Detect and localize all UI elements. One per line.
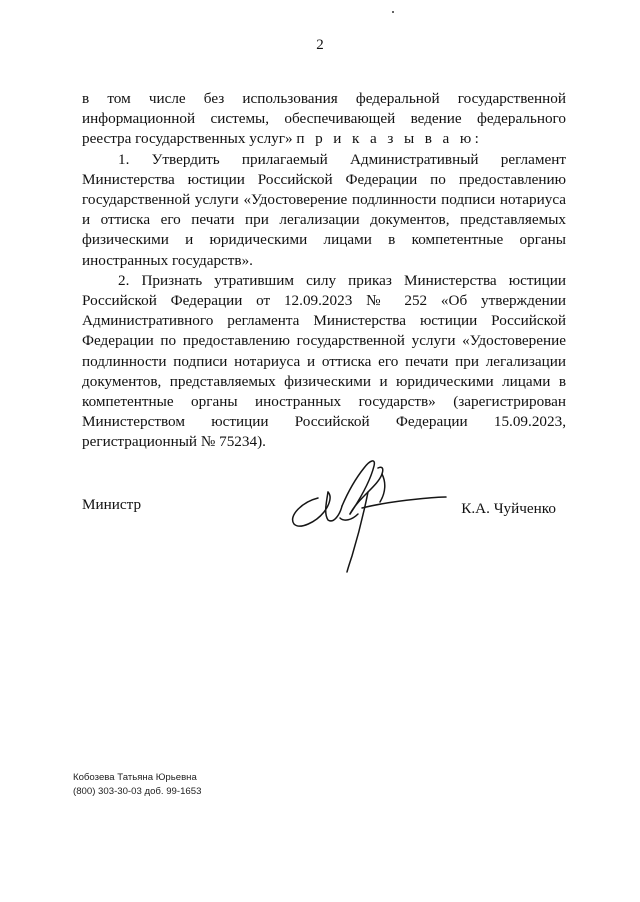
contact-name: Кобозева Татьяна Юрьевна — [73, 772, 197, 783]
contact-phone: (800) 303-30-03 доб. 99-1653 — [73, 786, 202, 797]
order-word: п р и к а з ы в а ю: — [296, 130, 483, 148]
intro-paragraph — [82, 89, 566, 150]
contact-info — [73, 771, 201, 799]
intro-text: в том числе без использования федеральной государственной информационной системы, обеспечивающей ведение федерального реестра государственных услуг» — [82, 90, 566, 148]
handwritten-signature — [282, 452, 452, 578]
page-number: 2 — [316, 37, 324, 53]
order-item-2: 2. Признать утратившим силу приказ Министерства юстиции Российской Федерации от 12.09.2023 № 252 «Об утверждении Административного регламента Министерства юстиции Российской Федерации по предоставлению государственной услуги «Удостоверение подлинности подписи нотариуса и оттиска его печати при легализации документов, представляемых физическими и юридическими лицами в компетентные органы иностранных государств» (зарегистрирован Министерством юстиции Российской Федерации 15.09.2023, регистрационный № 75234). — [82, 271, 566, 451]
order-item-1: 1. Утвердить прилагаемый Административный регламент Министерства юстиции Российской Федерации по предоставлению государственной услуги «Удостоверение подлинности подписи нотариуса и оттиска его печати при легализации документов, представляемых физическими и юридическими лицами в компетентные органы иностранных государств». — [82, 150, 566, 269]
signatory-name: К.А. Чуйченко — [461, 500, 556, 517]
document-body — [82, 89, 566, 453]
signatory-title: Министр — [82, 496, 142, 513]
scan-speck — [392, 11, 394, 13]
